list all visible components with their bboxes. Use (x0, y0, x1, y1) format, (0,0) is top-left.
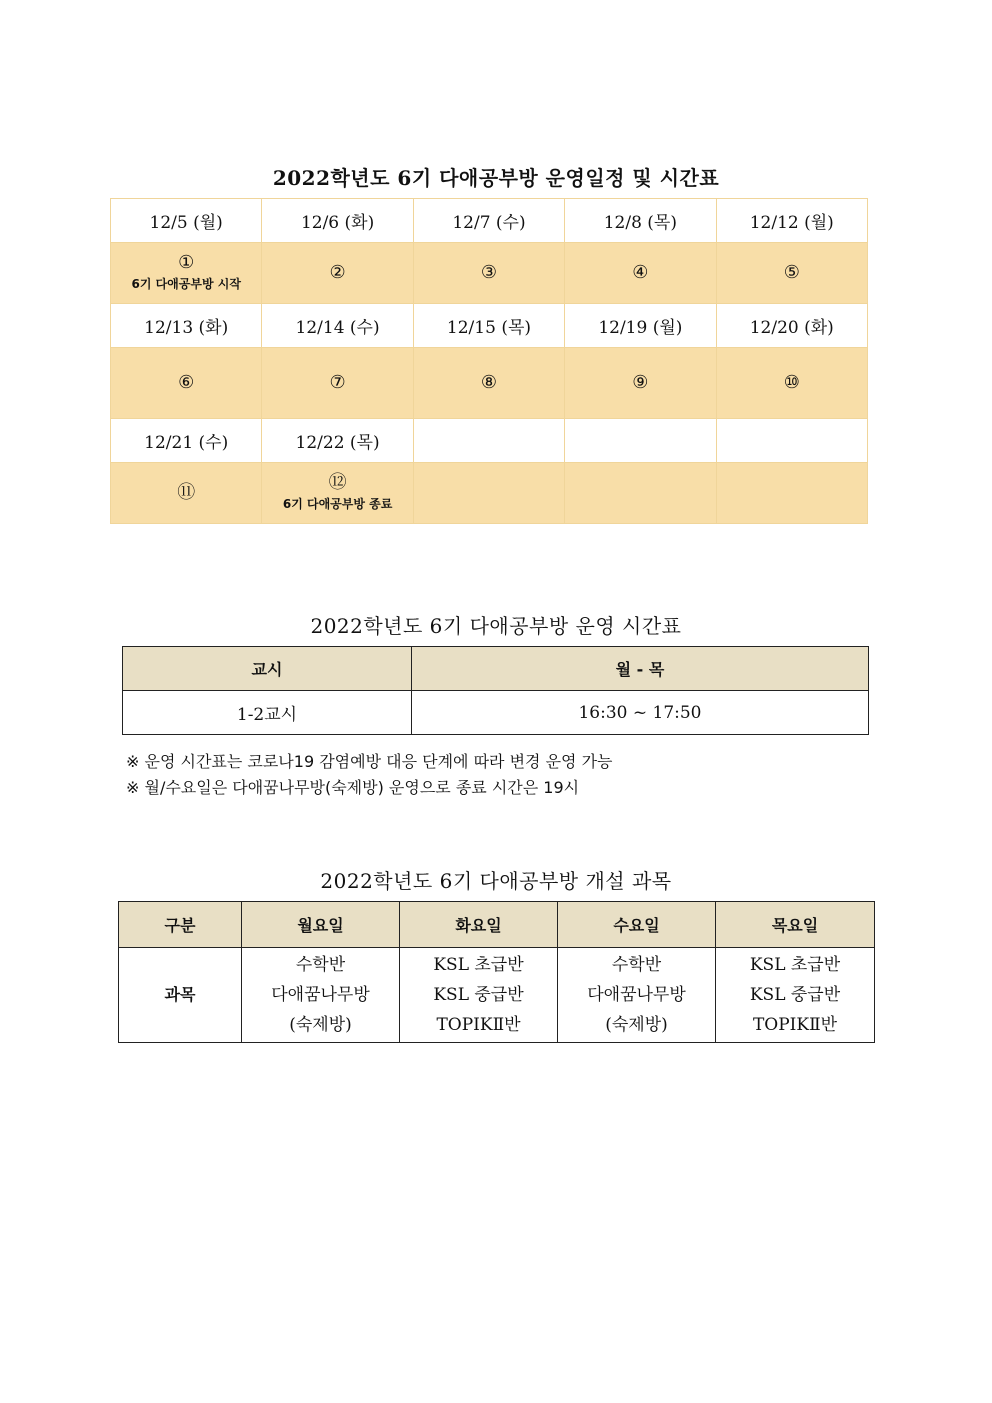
subject-line: KSL 중급반 (749, 985, 841, 1005)
subjects-row-label: 과목 (119, 948, 242, 1043)
schedule-date-cell (565, 419, 716, 463)
operation-header-days: 월 - 목 (412, 647, 869, 691)
schedule-date-cell (413, 419, 564, 463)
remark-text: ※ 월/수요일은 다애꿈나무방(숙제방) 운영으로 종료 시간은 19시 (126, 778, 580, 797)
subject-line: 수학반 (611, 955, 662, 975)
schedule-date-row (111, 304, 868, 348)
subject-line: KSL 중급반 (433, 985, 524, 1005)
schedule-session-cell (111, 348, 262, 419)
subject-line: 다애꿈나무방 (271, 985, 370, 1005)
schedule-session-cell (716, 243, 867, 304)
schedule-session-cell (565, 348, 716, 419)
session-note: 6기 다애공부방 종료 (282, 497, 393, 511)
operation-row (123, 691, 869, 735)
schedule-date-cell: 12/15 (목) (413, 304, 564, 348)
schedule-date-cell: 12/14 (수) (262, 304, 413, 348)
subjects-header-cell: 목요일 (716, 902, 875, 948)
subjects-cell-wednesday (558, 948, 716, 1043)
operation-time: 16:30 ~ 17:50 (412, 691, 869, 735)
subjects-title: 2022학년도 6기 다애공부방 개설 과목 (320, 869, 672, 893)
schedule-session-cell (111, 463, 262, 524)
schedule-date-cell: 12/21 (수) (111, 419, 262, 463)
session-note: 6기 다애공부방 시작 (131, 277, 241, 291)
session-number: ⑦ (329, 372, 346, 393)
schedule-session-cell (413, 463, 564, 524)
session-number: ③ (480, 262, 498, 283)
schedule-date-cell: 12/6 (화) (262, 199, 413, 243)
schedule-session-row (111, 463, 868, 524)
remark-text: ※ 운영 시간표는 코로나19 감염예방 대응 단계에 따라 변경 운영 가능 (126, 752, 613, 771)
session-number: ⑤ (783, 262, 800, 283)
session-number: ⑧ (480, 372, 498, 393)
session-number: ② (329, 262, 346, 283)
schedule-table (110, 198, 868, 524)
subject-line: (숙제방) (289, 1015, 352, 1035)
schedule-session-row (111, 348, 868, 419)
schedule-title: 2022학년도 6기 다애공부방 운영일정 및 시간표 (272, 166, 720, 190)
schedule-session-cell (716, 463, 867, 524)
subjects-row (119, 948, 875, 1043)
schedule-date-cell (716, 419, 867, 463)
operation-period: 1-2교시 (123, 691, 412, 735)
subjects-cell-thursday (716, 948, 875, 1043)
subjects-cell-monday (242, 948, 400, 1043)
session-number: ⑥ (178, 372, 195, 393)
schedule-date-cell: 12/7 (수) (413, 199, 564, 243)
schedule-date-cell: 12/5 (월) (111, 199, 262, 243)
schedule-session-cell (716, 348, 867, 419)
schedule-session-cell (413, 243, 564, 304)
subject-line: KSL 초급반 (749, 955, 841, 975)
session-number: ④ (632, 262, 649, 283)
subjects-cell-tuesday (400, 948, 558, 1043)
schedule-date-cell: 12/20 (화) (716, 304, 867, 348)
schedule-session-cell (262, 348, 413, 419)
session-number: ⑩ (783, 372, 800, 393)
subject-line: 수학반 (295, 955, 346, 975)
subjects-header-cell: 수요일 (558, 902, 716, 948)
schedule-session-row (111, 243, 868, 304)
subjects-table (118, 901, 875, 1043)
session-number: ① (178, 252, 195, 273)
subjects-header-cell: 구분 (119, 902, 242, 948)
subject-line: TOPIKⅡ반 (436, 1015, 521, 1035)
session-number: ⑫ (328, 472, 347, 493)
schedule-date-row (111, 199, 868, 243)
operation-title: 2022학년도 6기 다애공부방 운영 시간표 (310, 614, 682, 638)
subjects-header-cell: 월요일 (242, 902, 400, 948)
subject-line: 다애꿈나무방 (587, 985, 686, 1005)
schedule-date-cell: 12/19 (월) (565, 304, 716, 348)
schedule-date-cell: 12/12 (월) (716, 199, 867, 243)
schedule-date-cell: 12/22 (목) (262, 419, 413, 463)
subject-line: (숙제방) (605, 1015, 668, 1035)
schedule-date-cell: 12/8 (목) (565, 199, 716, 243)
subject-line: TOPIKⅡ반 (752, 1015, 838, 1035)
subject-line: KSL 초급반 (433, 955, 524, 975)
schedule-session-cell (565, 463, 716, 524)
schedule-session-cell (565, 243, 716, 304)
subjects-header-row (119, 902, 875, 948)
schedule-date-cell: 12/13 (화) (111, 304, 262, 348)
session-number: ⑨ (632, 372, 649, 393)
session-number: ⑪ (177, 482, 196, 503)
schedule-date-row (111, 419, 868, 463)
operation-header-row (123, 647, 869, 691)
schedule-session-cell (262, 243, 413, 304)
operation-header-period: 교시 (123, 647, 412, 691)
schedule-session-cell (111, 243, 262, 304)
schedule-session-cell (262, 463, 413, 524)
subjects-header-cell: 화요일 (400, 902, 558, 948)
operation-time-table (122, 646, 869, 735)
schedule-session-cell (413, 348, 564, 419)
